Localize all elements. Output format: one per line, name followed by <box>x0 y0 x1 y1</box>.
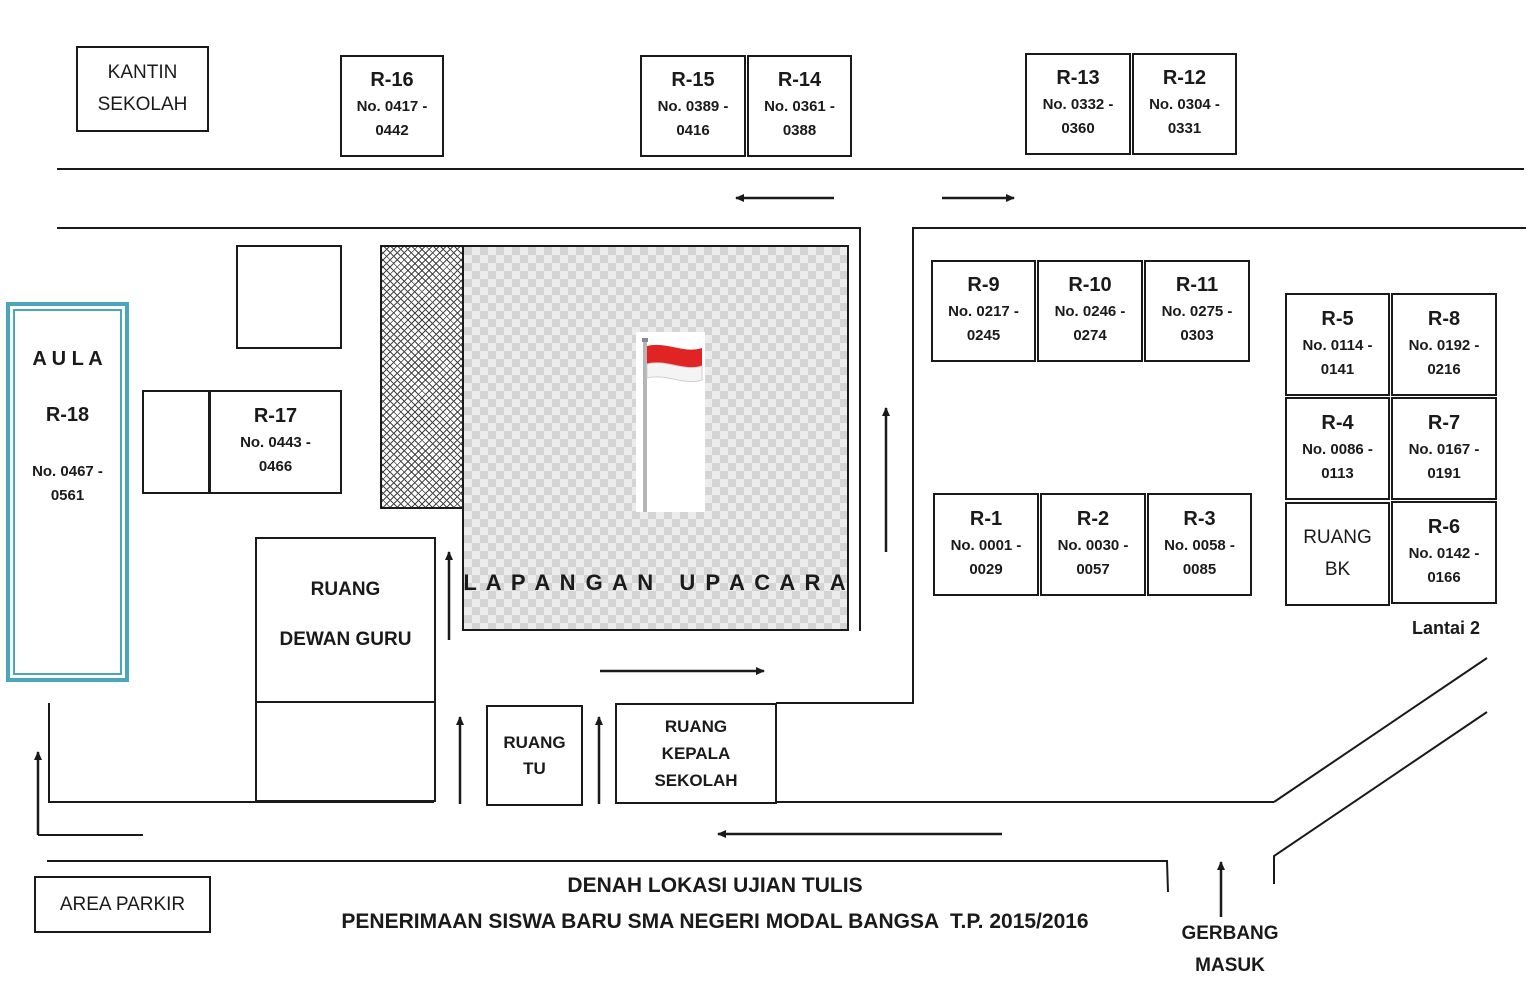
room-r6[interactable] <box>1391 501 1497 604</box>
room-name: R-2 <box>1076 507 1110 530</box>
room-name: R-12 <box>1162 67 1207 89</box>
room-name: R-8 <box>1427 307 1461 330</box>
room-r7[interactable] <box>1391 397 1497 500</box>
ruang-bk-label-2: BK <box>1324 559 1351 580</box>
kepala-label-1: RUANG <box>664 717 728 736</box>
room-number-range: No. 0030 - 0057 <box>1057 536 1129 578</box>
hatched-area <box>380 245 464 509</box>
room-name: R-3 <box>1183 507 1216 530</box>
ruang-tu[interactable] <box>486 705 583 806</box>
lantai-2-label: Lantai 2 <box>1411 618 1481 638</box>
room-name: R-18 <box>45 404 90 426</box>
room-r17[interactable] <box>209 390 342 494</box>
room-r11[interactable] <box>1144 260 1250 362</box>
building-northwest <box>236 245 342 349</box>
map-subtitle: PENERIMAAN SISWA BARU SMA NEGERI MODAL BANGSA T.P. 2015/2016 <box>341 910 1089 933</box>
room-name: R-10 <box>1068 274 1112 296</box>
room-name: R-9 <box>967 274 1000 296</box>
dewan-guru-label-1: RUANG <box>310 579 381 600</box>
gerbang-label-2: MASUK <box>1195 955 1265 976</box>
gerbang-masuk-label[interactable] <box>1160 918 1300 982</box>
room-r15[interactable] <box>640 55 746 157</box>
lapangan-label: L A P A N G A N U P A C A R A <box>463 570 848 595</box>
room-number-range: No. 0058 - 0085 <box>1164 536 1235 578</box>
indonesian-flag-icon <box>636 336 706 512</box>
room-name: R-4 <box>1321 411 1354 434</box>
room-number-range: No. 0192 - 0216 <box>1408 336 1480 378</box>
room-r18-aula[interactable] <box>6 302 129 682</box>
gerbang-label-1: GERBANG <box>1181 923 1279 944</box>
room-r9[interactable] <box>931 260 1036 362</box>
room-number-range: No. 0086 - 0113 <box>1302 440 1373 482</box>
ruang-tu-label-2: TU <box>523 758 546 778</box>
room-r8[interactable] <box>1391 293 1497 396</box>
room-name: R-14 <box>777 69 822 91</box>
room-name: R-16 <box>370 69 414 91</box>
building-small-west <box>142 390 210 494</box>
room-name: R-6 <box>1427 515 1461 538</box>
kantin-label-1: KANTIN <box>107 62 178 83</box>
room-number-range: No. 0142 - 0166 <box>1408 544 1480 586</box>
map-title: DENAH LOKASI UJIAN TULIS <box>567 874 863 897</box>
kepala-label-2: KEPALA <box>661 744 731 763</box>
room-number-range: No. 0167 - 0191 <box>1408 440 1480 482</box>
room-name: R-17 <box>253 405 298 427</box>
ruang-bk-label-1: RUANG <box>1303 527 1372 548</box>
gate-road-upper <box>1274 658 1487 802</box>
aula-title: A U L A <box>32 348 103 370</box>
area-parkir[interactable] <box>34 876 211 933</box>
room-r13[interactable] <box>1025 53 1131 155</box>
dewan-guru-label-2: DEWAN GURU <box>279 629 412 650</box>
room-number-range: No. 0114 - 0141 <box>1302 336 1373 378</box>
room-r4[interactable] <box>1285 397 1390 500</box>
room-number-range: No. 0275 - 0303 <box>1161 303 1233 344</box>
room-number-range: No. 0304 - 0331 <box>1149 96 1220 137</box>
kepala-label-3: SEKOLAH <box>654 771 738 790</box>
kantin-label-2: SEKOLAH <box>97 94 188 115</box>
room-number-range: No. 0332 - 0360 <box>1042 96 1114 137</box>
room-r10[interactable] <box>1037 260 1143 362</box>
gate-road-lower <box>1274 712 1487 884</box>
ruang-kepala-sekolah[interactable] <box>615 703 777 804</box>
room-r5[interactable] <box>1285 293 1390 396</box>
area-parkir-label: AREA PARKIR <box>59 893 186 915</box>
room-number-range: No. 0217 - 0245 <box>948 303 1019 344</box>
room-name: R-1 <box>969 507 1003 530</box>
room-r3[interactable] <box>1147 493 1252 596</box>
room-r1[interactable] <box>933 493 1039 596</box>
room-name: R-5 <box>1321 307 1354 330</box>
room-r2[interactable] <box>1040 493 1146 596</box>
room-number-range: No. 0246 - 0274 <box>1054 303 1126 344</box>
room-name: R-11 <box>1175 274 1219 296</box>
room-r12[interactable] <box>1132 53 1237 155</box>
ruang-bk[interactable] <box>1285 502 1390 606</box>
room-number-range: No. 0417 - 0442 <box>356 98 428 139</box>
dewan-guru-divider <box>257 701 434 703</box>
room-number-range: No. 0467 - 0561 <box>32 463 103 504</box>
ruang-tu-label-1: RUANG <box>503 732 566 752</box>
room-name: R-13 <box>1056 67 1100 89</box>
room-r16[interactable] <box>340 55 444 157</box>
room-number-range: No. 0001 - 0029 <box>950 536 1022 578</box>
ruang-dewan-guru[interactable] <box>255 537 436 802</box>
room-number-range: No. 0389 - 0416 <box>657 98 729 139</box>
room-name: R-15 <box>671 69 715 91</box>
room-r14[interactable] <box>747 55 852 157</box>
room-number-range: No. 0443 - 0466 <box>240 434 311 475</box>
room-name: R-7 <box>1427 411 1461 434</box>
kantin-sekolah <box>76 46 209 132</box>
room-number-range: No. 0361 - 0388 <box>764 98 835 139</box>
